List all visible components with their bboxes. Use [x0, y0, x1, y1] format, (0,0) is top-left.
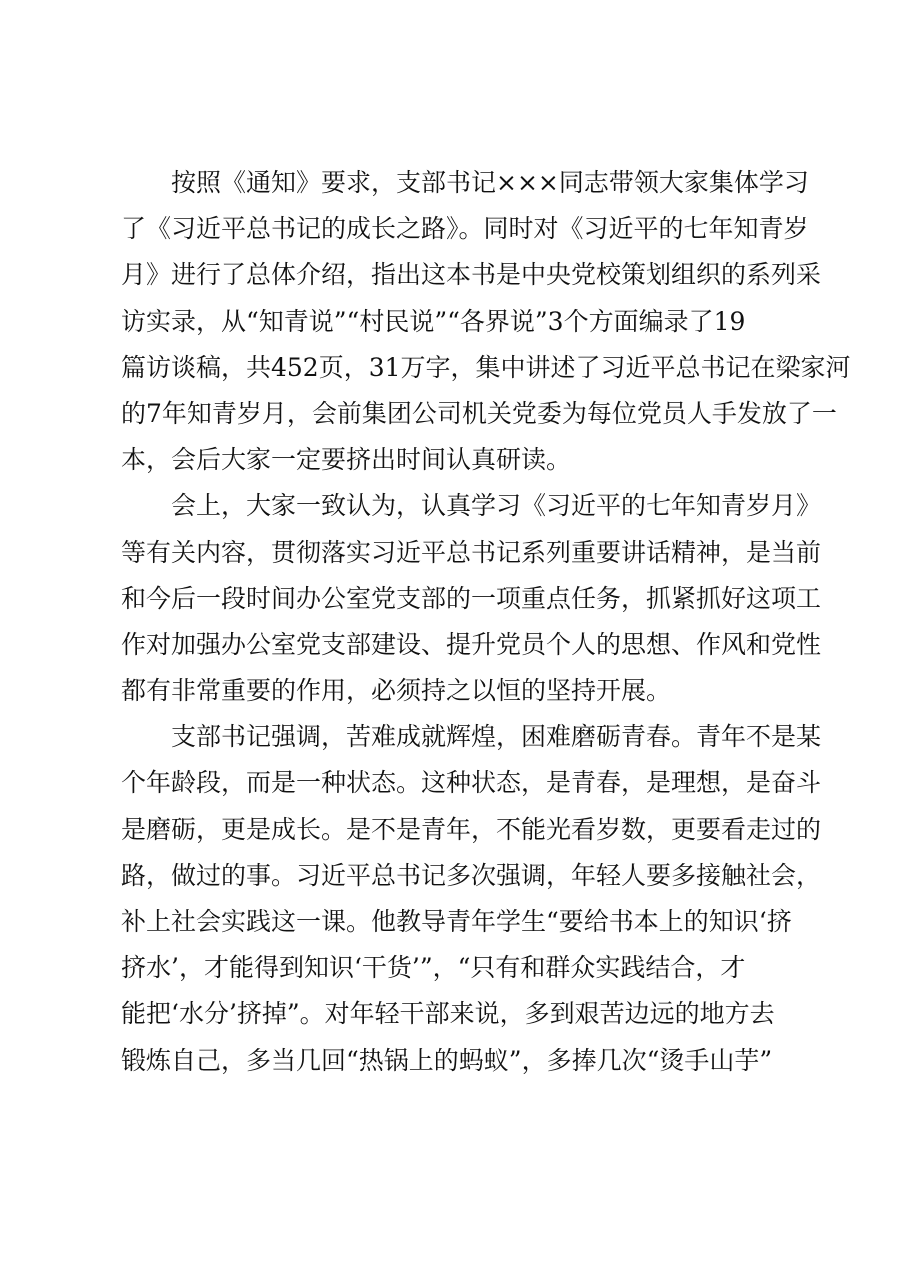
text-line: 和今后一段时间办公室党支部的一项重点任务，抓紧抓好这项工 [121, 583, 822, 613]
text-line: 支部书记强调，苦难成就辉煌，困难磨砺青春。青年不是某 [171, 722, 822, 752]
text-line: 锻炼自己，多当几回“热锅上的蚂蚁”，多捧几次“烫手山芋” [121, 1045, 773, 1075]
text-line: 月》进行了总体介绍，指出这本书是中央党校策划组织的系列采 [121, 260, 822, 290]
text-line: 能把‘水分’挤掉”。对年轻干部来说，多到艰苦边远的地方去 [121, 999, 775, 1029]
text-line: 作对加强办公室党支部建设、提升党员个人的思想、作风和党性 [121, 629, 822, 659]
text-line: 按照《通知》要求，支部书记×××同志带领大家集体学习 [171, 168, 809, 197]
text-line: 会上，大家一致认为，认真学习《习近平的七年知青岁月》 [171, 491, 822, 521]
text-line: 的7年知青岁月，会前集团公司机关党委为每位党员人手发放了一 [121, 398, 837, 428]
text-line: 等有关内容，贯彻落实习近平总书记系列重要讲话精神，是当前 [121, 537, 822, 567]
paragraph-3 [121, 714, 822, 1084]
text-line: 补上社会实践这一课。他教导青年学生“要给书本上的知识‘挤 [121, 907, 792, 936]
text-line: 篇访谈稿，共452页，31万字，集中讲述了习近平总书记在梁家河 [121, 352, 851, 382]
paragraph-2 [121, 483, 822, 714]
text-line: 路，做过的事。习近平总书记多次强调，年轻人要多接触社会， [121, 860, 822, 890]
document-body [121, 160, 851, 1084]
text-line: 是磨砺，更是成长。是不是青年，不能光看岁数，更要看走过的 [121, 814, 822, 844]
text-line: 访实录，从“知青说”“村民说”“各界说”3个方面编录了19 [121, 306, 746, 336]
text-line: 本，会后大家一定要挤出时间认真研读。 [121, 445, 572, 475]
text-line: 都有非常重要的作用，必须持之以恒的坚持开展。 [121, 676, 672, 706]
paragraph-1 [121, 160, 851, 483]
text-line: 个年龄段，而是一种状态。这种状态，是青春，是理想，是奋斗 [121, 768, 822, 798]
text-line: 挤水’，才能得到知识‘干货’”，“只有和群众实践结合，才 [121, 953, 746, 983]
text-line: 了《习近平总书记的成长之路》。同时对《习近平的七年知青岁 [121, 214, 809, 244]
